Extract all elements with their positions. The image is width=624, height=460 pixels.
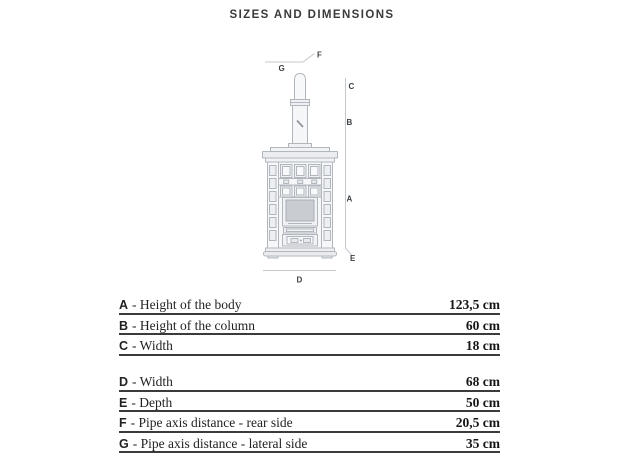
dimension-row-g bbox=[119, 433, 500, 454]
dimension-label: - Pipe axis distance - rear side bbox=[130, 415, 293, 430]
dimension-description bbox=[119, 373, 173, 391]
dimensions-table-upper bbox=[119, 294, 500, 356]
dimension-row-b bbox=[119, 315, 500, 336]
page-title: SIZES AND DIMENSIONS bbox=[229, 9, 395, 21]
dimension-description bbox=[119, 414, 293, 432]
dimension-value: 50 cm bbox=[465, 394, 500, 410]
stove-pipe-cap bbox=[295, 74, 306, 100]
dimension-letter: E bbox=[119, 395, 128, 410]
dim-label-b: B bbox=[346, 118, 353, 127]
dimension-letter: F bbox=[119, 416, 127, 430]
dimension-value: 123,5 cm bbox=[449, 297, 500, 312]
dimension-row-c bbox=[119, 335, 500, 356]
dimension-letter: C bbox=[119, 339, 129, 353]
dimension-row-f bbox=[119, 412, 500, 433]
dimension-label: - Width bbox=[132, 338, 173, 353]
dim-label-a: A bbox=[346, 194, 353, 204]
dimension-label: - Height of the column bbox=[132, 317, 256, 333]
dim-line-pipe-axis bbox=[265, 54, 315, 63]
dimension-label: - Depth bbox=[131, 394, 173, 410]
dimension-row-a bbox=[119, 294, 500, 315]
door-glass bbox=[286, 200, 314, 221]
dim-label-g: G bbox=[278, 64, 285, 73]
dim-label-c: C bbox=[348, 82, 355, 91]
dimension-letter: A bbox=[119, 298, 129, 312]
dimension-description bbox=[119, 337, 173, 355]
dimension-value: 20,5 cm bbox=[455, 415, 500, 430]
dimension-description bbox=[119, 394, 172, 412]
dimension-label: - Width bbox=[132, 374, 173, 389]
dimension-label: - Height of the body bbox=[132, 297, 242, 312]
dim-label-e: E bbox=[350, 254, 356, 263]
dimension-value: 18 cm bbox=[465, 338, 500, 353]
dimension-value: 60 cm bbox=[465, 317, 500, 333]
dimension-value: 68 cm bbox=[465, 374, 500, 389]
stove-cornice bbox=[271, 148, 330, 152]
tile-row-1 bbox=[281, 165, 321, 178]
dimension-row-d bbox=[119, 371, 500, 392]
dimension-description bbox=[119, 317, 255, 335]
tile-row-2 bbox=[281, 186, 321, 197]
dimension-letter: B bbox=[119, 318, 129, 333]
dim-label-d: D bbox=[296, 275, 303, 285]
dim-label-f: F bbox=[317, 50, 322, 60]
stove-illustration bbox=[263, 74, 338, 259]
stove-base bbox=[266, 248, 335, 252]
dimensions-table-lower bbox=[119, 371, 500, 453]
dimension-letter: G bbox=[119, 436, 129, 451]
dimension-description bbox=[119, 296, 242, 314]
dimension-row-e bbox=[119, 392, 500, 413]
dimension-label: - Pipe axis distance - lateral side bbox=[132, 435, 308, 451]
dimension-description bbox=[119, 435, 307, 453]
dimension-letter: D bbox=[119, 375, 129, 389]
dimension-value: 35 cm bbox=[465, 435, 500, 451]
